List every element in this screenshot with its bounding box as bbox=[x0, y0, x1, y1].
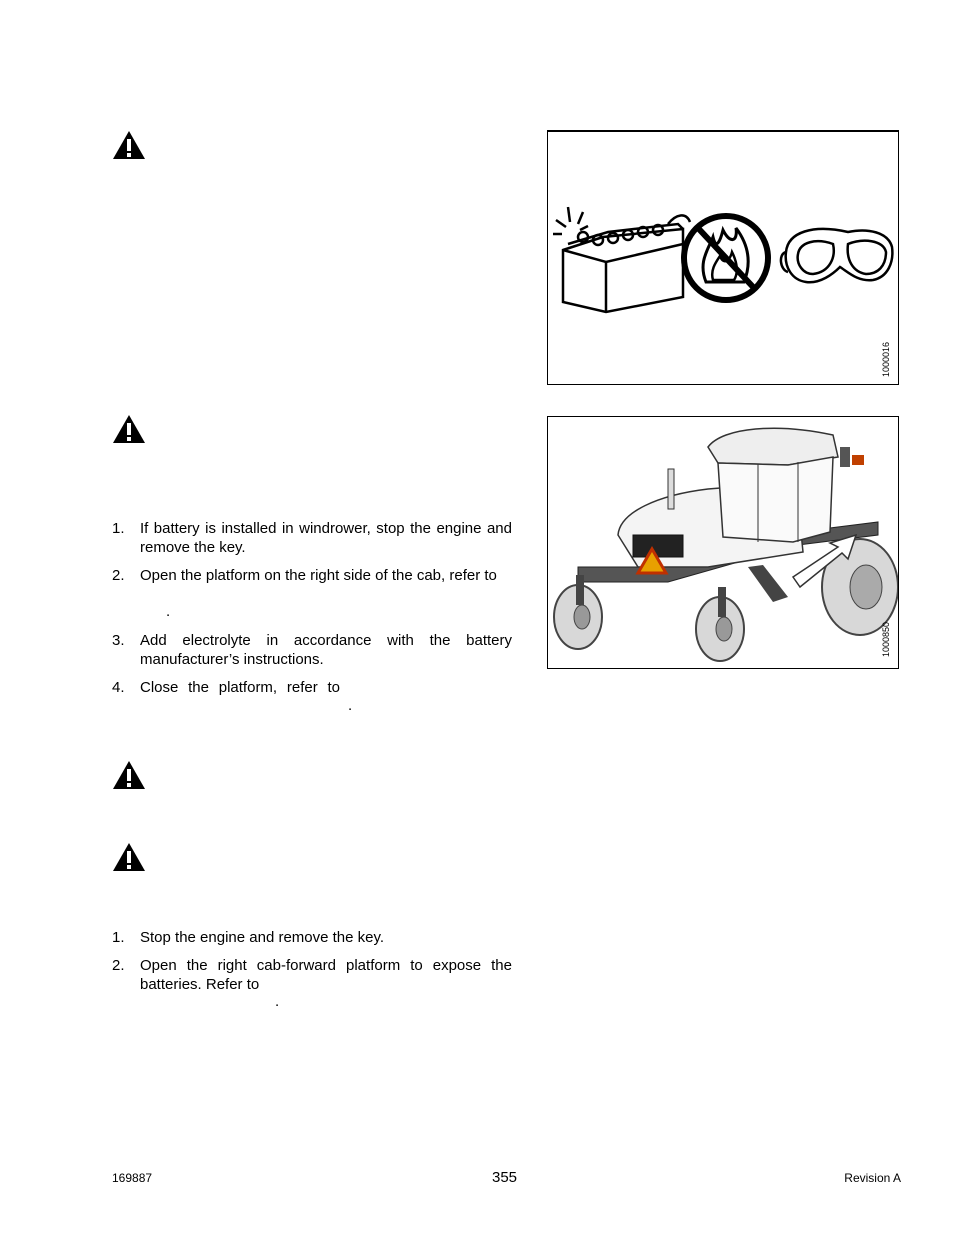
document-number: 169887 bbox=[112, 1171, 153, 1185]
battery-icon bbox=[553, 207, 690, 312]
windrower-illustration bbox=[554, 428, 898, 661]
warning-triangle-icon bbox=[112, 760, 146, 790]
figure-id: 1000016 bbox=[881, 341, 891, 377]
step-number: 2. bbox=[112, 567, 125, 584]
step-text: If battery is installed in windrower, stop the engine and remove the key. bbox=[140, 520, 512, 556]
step-text: Add electrolyte in accordance with the battery manufacturer’s instructions. bbox=[140, 632, 512, 668]
warning-triangle-icon bbox=[112, 842, 146, 872]
figure-id: 1000850 bbox=[881, 621, 891, 657]
step-text: Stop the engine and remove the key. bbox=[140, 929, 385, 946]
step-text: Open the right cab-forward platform to expose the batteries. Refer to bbox=[140, 957, 512, 993]
safety-goggles-icon bbox=[781, 229, 892, 282]
step-number: 1. bbox=[112, 929, 125, 946]
figure-windrower bbox=[547, 416, 899, 669]
page-number: 355 bbox=[492, 1169, 518, 1186]
revision-label: Revision A bbox=[844, 1171, 901, 1185]
step-text: Open the platform on the right side of the cab, refer to bbox=[140, 567, 497, 584]
step-number: 4. bbox=[112, 679, 125, 696]
step-number: 1. bbox=[112, 520, 125, 537]
warning-triangle-icon bbox=[112, 130, 146, 160]
warning-triangle-icon bbox=[112, 414, 146, 444]
no-flame-icon bbox=[684, 216, 768, 300]
step-text: Close the platform, refer to bbox=[140, 679, 340, 696]
step-number: 2. bbox=[112, 957, 125, 974]
figure-battery-safety bbox=[547, 130, 899, 385]
step-number: 3. bbox=[112, 632, 125, 649]
